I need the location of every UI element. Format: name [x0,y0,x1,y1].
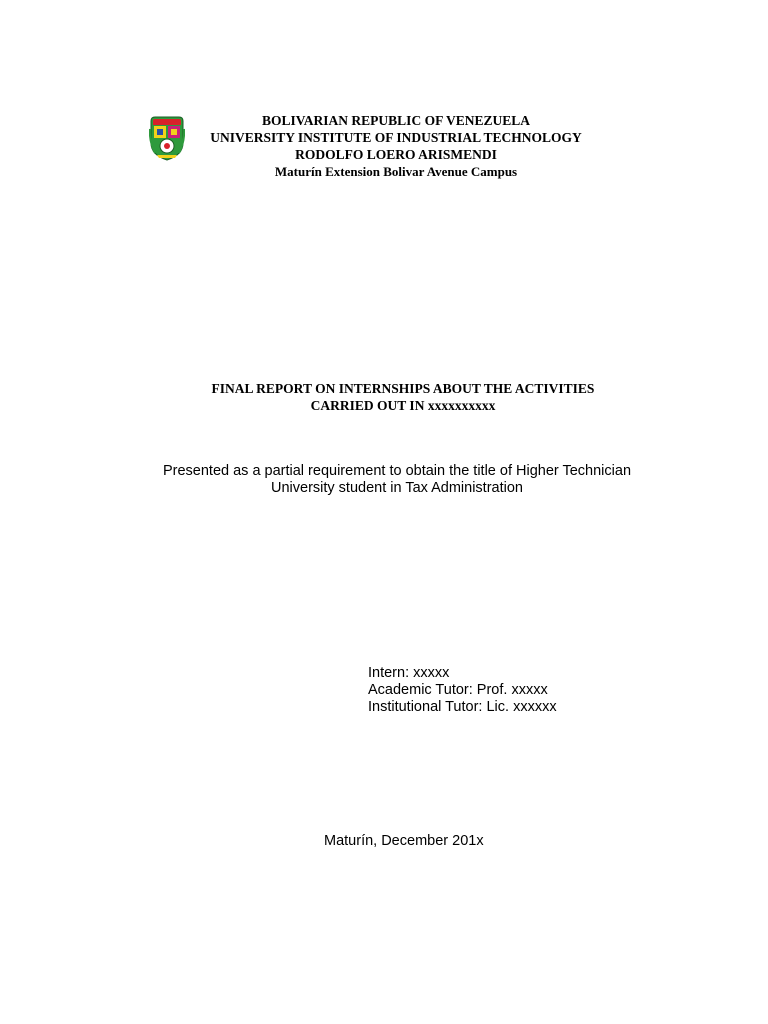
institute-heading: UNIVERSITY INSTITUTE OF INDUSTRIAL TECHNOLOGY [210,130,582,145]
academic-tutor-line: Academic Tutor: Prof. xxxxx [368,682,548,698]
presentation-line-2: University student in Tax Administration [271,480,523,496]
intern-line: Intern: xxxxx [368,665,450,681]
country-heading: BOLIVARIAN REPUBLIC OF VENEZUELA [262,113,530,128]
place-date: Maturín, December 201x [324,833,484,849]
presentation-line-1: Presented as a partial requirement to obtain the title of Higher Technician [162,463,632,479]
report-title-line-1: FINAL REPORT ON INTERNSHIPS ABOUT THE ACTIVITIES [211,381,595,396]
report-title [0,380,768,414]
namesake-heading: RODOLFO LOERO ARISMENDI [295,147,497,162]
participants-block [368,665,557,716]
institution-header [0,112,768,180]
institutional-tutor-line: Institutional Tutor: Lic. xxxxxx [368,699,557,715]
report-title-line-2: CARRIED OUT IN xxxxxxxxxx [310,398,496,413]
campus-heading: Maturín Extension Bolivar Avenue Campus [274,164,518,179]
presentation-statement [0,463,768,497]
